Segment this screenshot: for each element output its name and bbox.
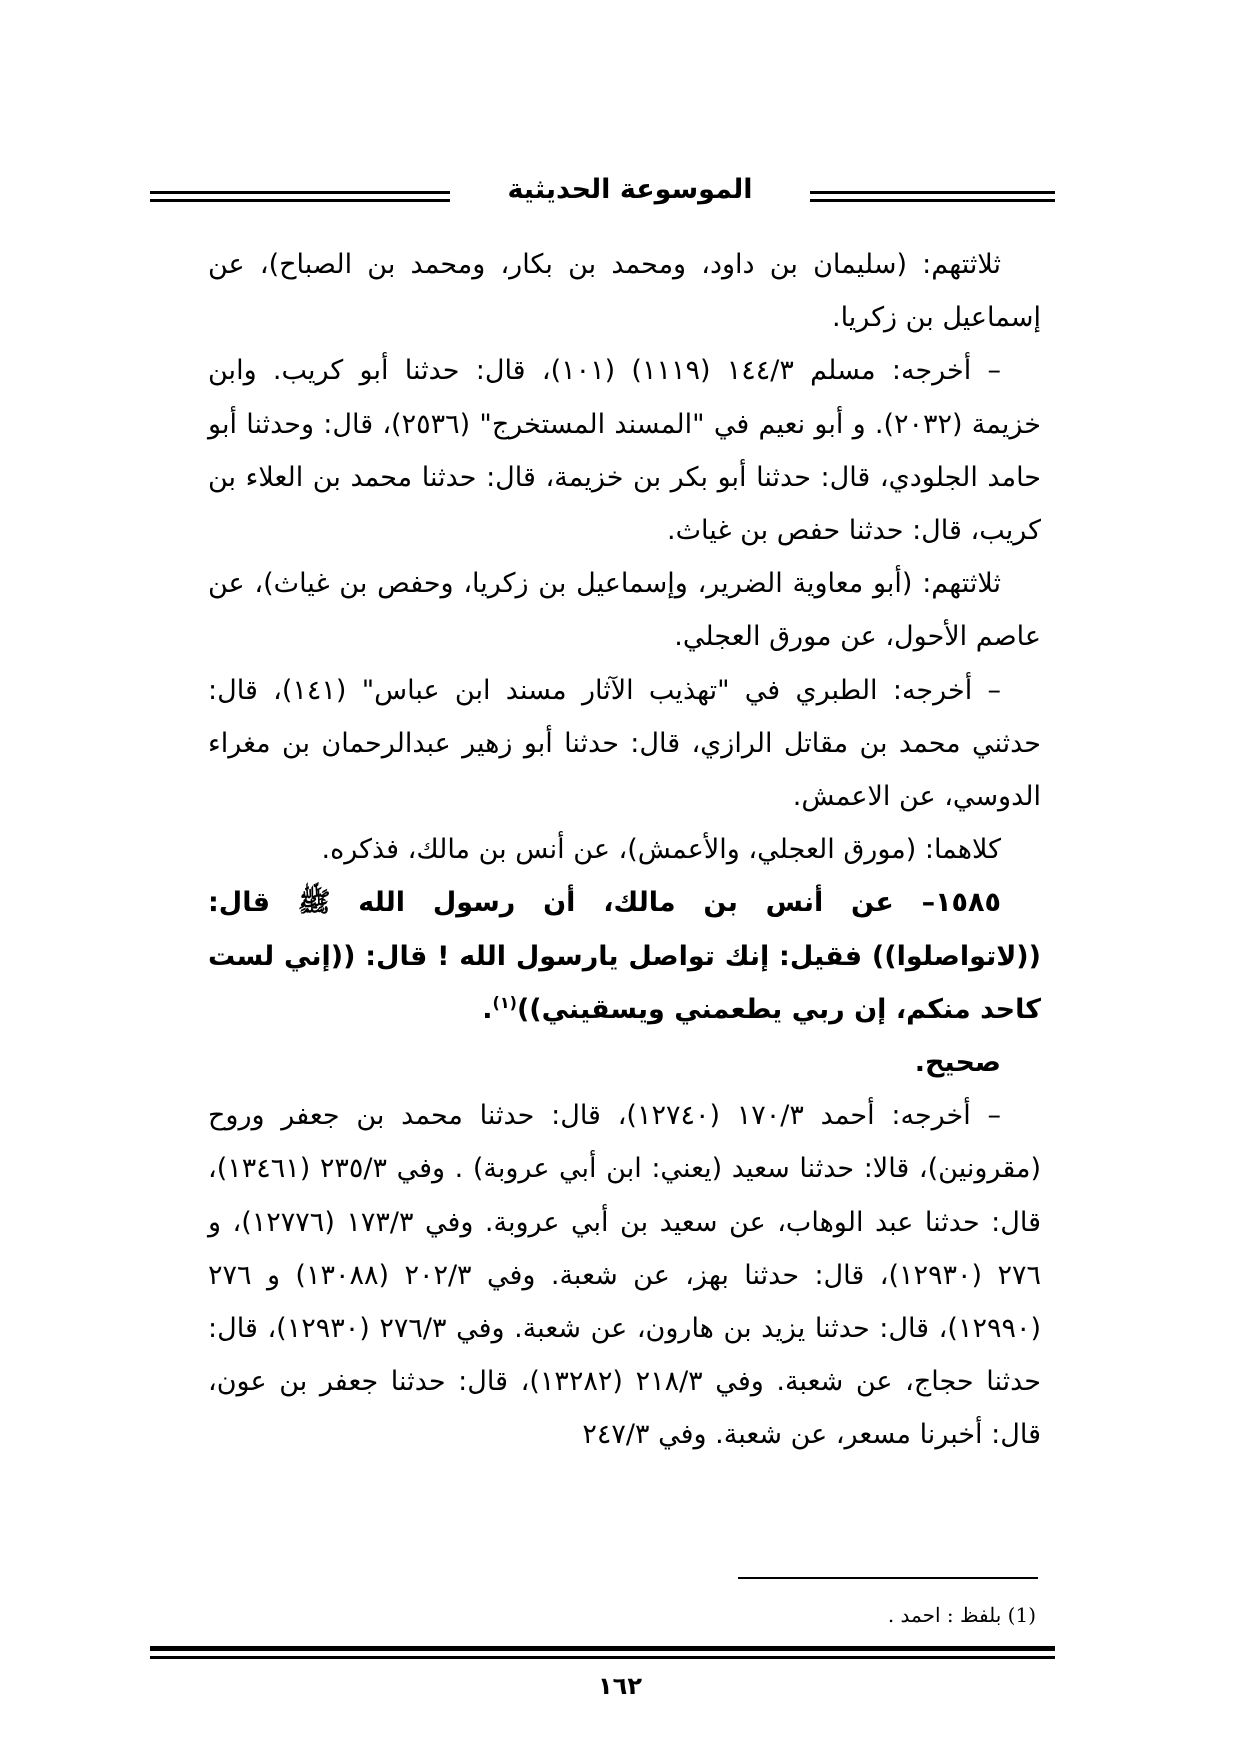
hadith-grade: صحيح.	[914, 1047, 1001, 1079]
takhrij-paragraph: – أخرجه: أحمد ١٧٠/٣ (١٢٧٤٠)، قال: حدثنا محمد بن جعفر وروح (مقرونين)، قالا: حدثنا سعيد (يعني: ابن أبي عروبة) . وفي ٢٣٥/٣ (١٣٤٦١)، قال: حدثنا عبد الوهاب، عن سعيد بن أبي عروبة. وفي ١٧٣/٣ (١٢٧٧٦)، و ٢٧٦ (١٢٩٣٠)، قال: حدثنا بهز، عن شعبة. وفي ٢٠٢/٣ (١٣٠٨٨) و ٢٧٦ (١٢٩٩٠)، قال: حدثنا يزيد بن هارون، عن شعبة. وفي ٢٧٦/٣ (١٢٩٣٠)، قال: حدثنا حجاج، عن شعبة. وفي ٢١٨/٣ (١٣٢٨٢)، قال: حدثنا جعفر بن عون، قال: أخبرنا مسعر، عن شعبة. وفي ٢٤٧/٣	[208, 1100, 1041, 1451]
hadith-end: .	[482, 993, 493, 1025]
running-header-title: الموسوعة الحديثية	[450, 170, 810, 210]
page-body	[208, 238, 1041, 1462]
footnote-reference[interactable]: (١)	[492, 992, 517, 1012]
footer-rule-bottom	[150, 1656, 1055, 1659]
paragraph: – أخرجه: الطبري في "تهذيب الآثار مسند ابن عباس" (١٤١)، قال: حدثني محمد بن مقاتل الرازي، قال: حدثنا أبو زهير عبدالرحمان بن مغراء الدوسي، عن الاعمش.	[208, 674, 1041, 813]
paragraph: ثلاثتهم: (سليمان بن داود، ومحمد بن بكار، ومحمد بن الصباح)، عن إسماعيل بن زكريا.	[208, 249, 1041, 334]
paragraph: كلاهما: (مورق العجلي، والأعمش)، عن أنس بن مالك، فذكره.	[321, 834, 1001, 866]
footnote: (1) بلفظ : احمد .	[887, 1603, 1036, 1627]
hadith-body: ١٥٨٥– عن أنس بن مالك، أن رسول الله ﷺ قال: ((لاتواصلوا)) فقيل: إنك تواصل يارسول الله ! قال: ((إني لست كاحد منكم، إن ربي يطعمني ويسقيني))	[208, 887, 1041, 1025]
paragraph: – أخرجه: مسلم ١٤٤/٣ (١١١٩) (١٠١)، قال: حدثنا أبو كريب. وابن خزيمة (٢٠٣٢). و أبو نعيم في "المسند المستخرج" (٢٥٣٦)، قال: وحدثنا أبو حامد الجلودي، قال: حدثنا أبو بكر بن خزيمة، قال: حدثنا محمد بن العلاء بن كريب، قال: حدثنا حفص بن غياث.	[208, 355, 1041, 547]
footer-rule-top	[150, 1646, 1055, 1651]
footnote-separator	[738, 1577, 1038, 1579]
paragraph: ثلاثتهم: (أبو معاوية الضرير، وإسماعيل بن زكريا، وحفص بن غياث)، عن عاصم الأحول، عن مورق العجلي.	[208, 568, 1041, 653]
hadith-text	[208, 876, 1041, 1036]
page-number: ١٦٢	[598, 1672, 642, 1700]
